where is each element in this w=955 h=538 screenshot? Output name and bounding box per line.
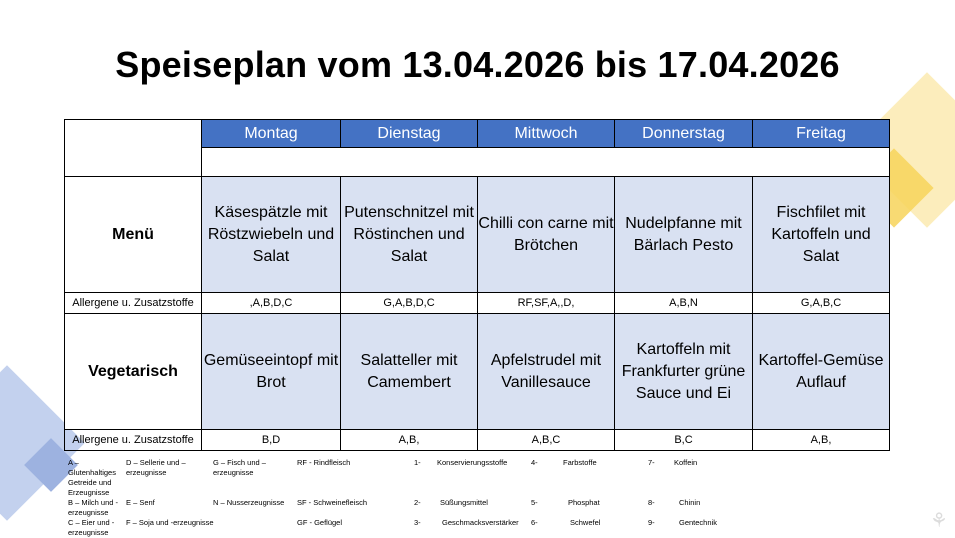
dish-menu-friday: Fischfilet mit Kartoffeln und Salat bbox=[753, 177, 890, 293]
legend-number-2: 2- bbox=[414, 498, 421, 507]
legend-d: D – Sellerie und –erzeugnisse bbox=[126, 458, 186, 477]
allergen-legend bbox=[68, 458, 898, 538]
row-label-menu: Menü bbox=[65, 177, 202, 293]
dish-menu-monday: Käsespätzle mit Röstzwiebeln und Salat bbox=[202, 177, 341, 293]
legend-sf: SF - Schweinefleisch bbox=[297, 498, 368, 507]
table-row-menu bbox=[65, 177, 890, 293]
legend-number-7: 7- bbox=[648, 458, 655, 467]
spacer-cell bbox=[202, 148, 890, 177]
legend-additive-4: Farbstoffe bbox=[563, 458, 597, 467]
legend-additive-2: Süßungsmittel bbox=[440, 498, 488, 507]
legend-additive-1: Konservierungsstoffe bbox=[437, 458, 508, 467]
legend-additive-7: Koffein bbox=[674, 458, 698, 467]
day-header-monday: Montag bbox=[202, 120, 341, 148]
allergen-label-vegetarian: Allergene u. Zusatzstoffe bbox=[65, 430, 202, 451]
day-header-wednesday: Mittwoch bbox=[478, 120, 615, 148]
watermark-icon: ⚘ bbox=[930, 508, 948, 532]
legend-c: C – Eier und -erzeugnisse bbox=[68, 518, 115, 537]
day-header-friday: Freitag bbox=[753, 120, 890, 148]
legend-additive-8: Chinin bbox=[679, 498, 701, 507]
allergens-menu-thursday: A,B,N bbox=[615, 293, 753, 314]
dish-menu-wednesday: Chilli con carne mit Brötchen bbox=[478, 177, 615, 293]
legend-number-6: 6- bbox=[531, 518, 538, 527]
allergens-menu-monday: ,A,B,D,C bbox=[202, 293, 341, 314]
legend-number-8: 8- bbox=[648, 498, 655, 507]
allergens-veg-monday: B,D bbox=[202, 430, 341, 451]
menu-table bbox=[64, 119, 890, 451]
allergens-veg-wednesday: A,B,C bbox=[478, 430, 615, 451]
table-row-menu-allergens bbox=[65, 293, 890, 314]
legend-g: G – Fisch und –erzeugnisse bbox=[213, 458, 266, 477]
legend-additive-3: Geschmacksverstärker bbox=[442, 518, 519, 527]
legend-number-9: 9- bbox=[648, 518, 655, 527]
dish-veg-thursday: Kartoffeln mit Frankfurter grüne Sauce und Ei bbox=[615, 314, 753, 430]
dish-menu-tuesday: Putenschnitzel mit Röstinchen und Salat bbox=[341, 177, 478, 293]
page-title: Speiseplan vom 13.04.2026 bis 17.04.2026 bbox=[115, 44, 840, 85]
legend-additive-9: Gentechnik bbox=[679, 518, 717, 527]
dish-veg-tuesday: Salatteller mit Camembert bbox=[341, 314, 478, 430]
legend-number-5: 5- bbox=[531, 498, 538, 507]
table-row-vegetarian-allergens bbox=[65, 430, 890, 451]
legend-number-1: 1- bbox=[414, 458, 421, 467]
dish-menu-thursday: Nudelpfanne mit Bärlach Pesto bbox=[615, 177, 753, 293]
dish-veg-monday: Gemüseeintopf mit Brot bbox=[202, 314, 341, 430]
dish-veg-wednesday: Apfelstrudel mit Vanillesauce bbox=[478, 314, 615, 430]
allergens-veg-friday: A,B, bbox=[753, 430, 890, 451]
day-header-tuesday: Dienstag bbox=[341, 120, 478, 148]
legend-number-3: 3- bbox=[414, 518, 421, 527]
legend-additive-5: Phosphat bbox=[568, 498, 600, 507]
row-label-vegetarian: Vegetarisch bbox=[65, 314, 202, 430]
legend-additive-6: Schwefel bbox=[570, 518, 601, 527]
allergens-menu-tuesday: G,A,B,D,C bbox=[341, 293, 478, 314]
day-header-thursday: Donnerstag bbox=[615, 120, 753, 148]
legend-e: E – Senf bbox=[126, 498, 155, 507]
header-corner-cell bbox=[65, 120, 202, 177]
allergens-veg-thursday: B,C bbox=[615, 430, 753, 451]
legend-rf: RF - Rindfleisch bbox=[297, 458, 351, 467]
legend-f: F – Soja und -erzeugnisse bbox=[126, 518, 214, 527]
legend-b: B – Milch und -erzeugnisse bbox=[68, 498, 119, 517]
legend-n: N – Nusserzeugnisse bbox=[213, 498, 285, 507]
allergens-menu-wednesday: RF,SF,A,,D, bbox=[478, 293, 615, 314]
allergen-label-menu: Allergene u. Zusatzstoffe bbox=[65, 293, 202, 314]
legend-a: A – Glutenhaltiges Getreide und Erzeugnisse bbox=[68, 458, 116, 497]
legend-number-4: 4- bbox=[531, 458, 538, 467]
table-row-vegetarian bbox=[65, 314, 890, 430]
dish-veg-friday: Kartoffel-Gemüse Auflauf bbox=[753, 314, 890, 430]
allergens-veg-tuesday: A,B, bbox=[341, 430, 478, 451]
legend-gf: GF - Geflügel bbox=[297, 518, 343, 527]
allergens-menu-friday: G,A,B,C bbox=[753, 293, 890, 314]
table-header-row bbox=[65, 120, 890, 148]
